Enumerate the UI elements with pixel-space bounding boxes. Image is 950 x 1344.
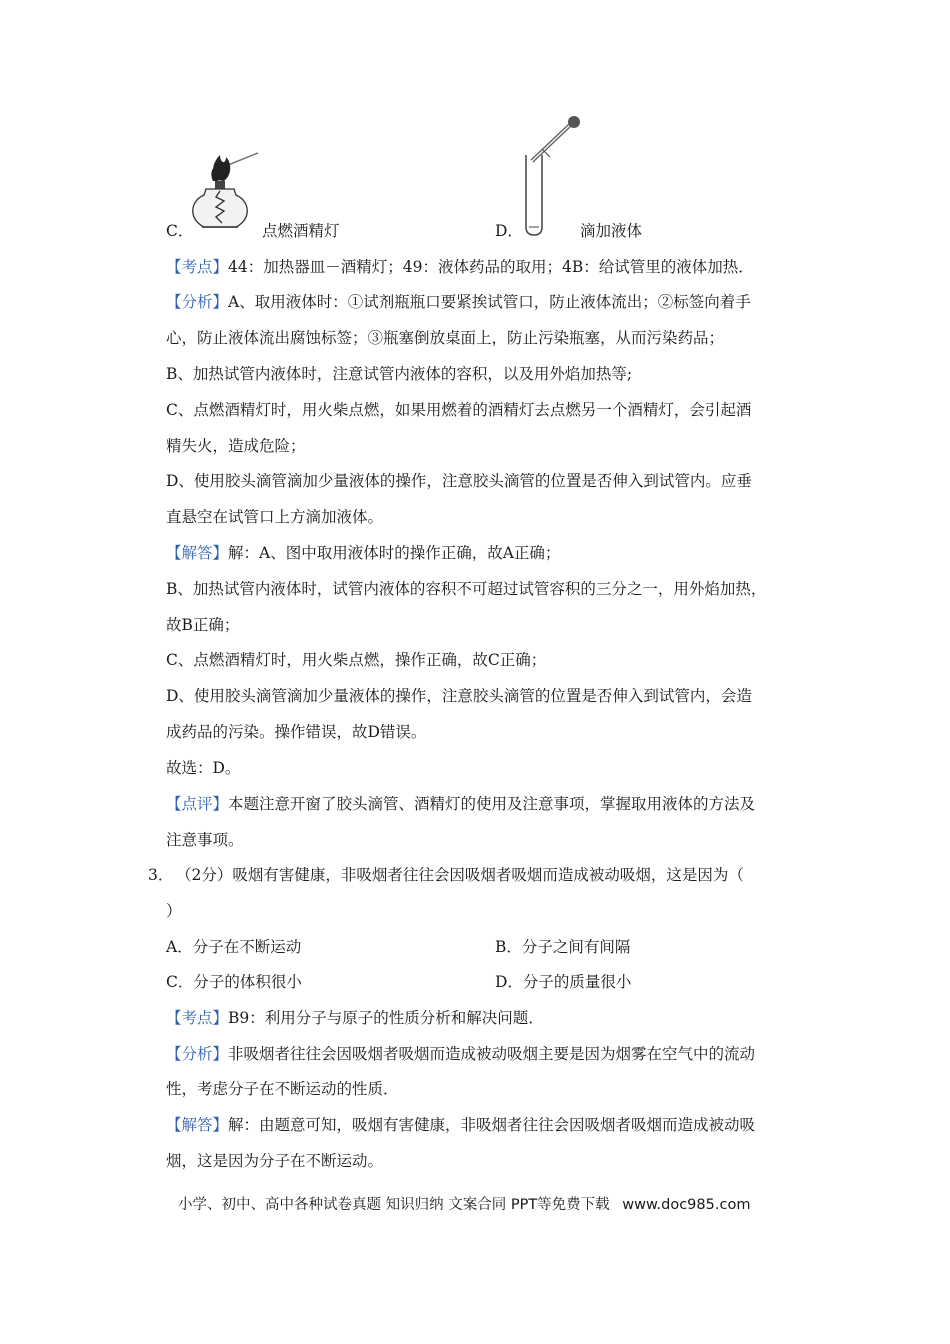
q2-fenxi-line-3: B、加热试管内液体时，注意试管内液体的容积，以及用外焰加热等; (166, 365, 633, 383)
q3-fenxi-line-2: 性，考虑分子在不断运动的性质． (166, 1080, 399, 1098)
q2-jieda-line-1 (166, 541, 560, 563)
figure-d-caption: 滴加液体 (580, 222, 643, 240)
q3-jieda-line-2: 烟，这是因为分子在不断运动。 (166, 1152, 384, 1170)
q3-option-a: A．分子在不断运动 (166, 938, 302, 956)
q2-fenxi-line-6: D、使用胶头滴管滴加少量液体的操作，注意胶头滴管的位置是否伸入到试管内。应垂 (166, 472, 752, 490)
dianping-text: 本题注意开窗了胶头滴管、酒精灯的使用及注意事项，掌握取用液体的方法及 (228, 795, 756, 813)
option-c-letter: C． (166, 222, 194, 240)
figure-c-caption: 点燃酒精灯 (262, 222, 340, 240)
q2-dianping-line-2: 注意事项。 (166, 831, 244, 849)
fenxi-text: A、取用液体时：①试剂瓶瓶口要紧挨试管口，防止液体流出；②标签向着手 (228, 293, 751, 311)
q2-jieda-line-2: B、加热试管内液体时，试管内液体的容积不可超过试管容积的三分之一，用外焰加热， (166, 580, 767, 598)
q2-fenxi-line-7: 直悬空在试管口上方滴加液体。 (166, 508, 384, 526)
q3-option-b: B．分子之间有间隔 (495, 938, 631, 956)
page-footer (178, 1193, 750, 1214)
q2-jieda-line-7: 故选：D。 (166, 759, 241, 777)
option-d-letter: D． (495, 222, 523, 240)
q2-jieda-line-6: 成药品的污染。操作错误，故D错误。 (166, 723, 427, 741)
q3-stem-line-1: （2分）吸烟有害健康，非吸烟者往往会因吸烟者吸烟而造成被动吸烟，这是因为（ (176, 866, 744, 884)
jieda-text: 解：由题意可知，吸烟有害健康，非吸烟者往往会因吸烟者吸烟而造成被动吸 (228, 1116, 756, 1134)
q2-fenxi-line-4: C、点燃酒精灯时，用火柴点燃，如果用燃着的酒精灯去点燃另一个酒精灯，会引起酒 (166, 401, 752, 419)
q2-jieda-line-5: D、使用胶头滴管滴加少量液体的操作，注意胶头滴管的位置是否伸入到试管内，会造 (166, 687, 752, 705)
jieda-text: 解：A、图中取用液体时的操作正确，故A正确； (228, 544, 561, 562)
kaodian-text: 44：加热器皿－酒精灯；49：液体药品的取用；4B：给试管里的液体加热． (228, 258, 754, 276)
q2-fenxi-line-5: 精失火，造成危险； (166, 437, 306, 455)
q3-option-c: C．分子的体积很小 (166, 973, 302, 991)
q2-jieda-line-3: 故B正确； (166, 616, 240, 634)
dianping-tag: 【点评】 (166, 795, 229, 813)
q3-jieda-line-1 (166, 1113, 755, 1135)
kaodian-tag: 【考点】 (166, 258, 229, 276)
jieda-tag: 【解答】 (166, 1116, 229, 1134)
q2-fenxi-line-2: 心，防止液体流出腐蚀标签；③瓶塞倒放桌面上，防止污染瓶塞，从而污染药品； (166, 329, 725, 347)
fenxi-tag: 【分析】 (166, 1045, 229, 1063)
q2-kaodian (166, 255, 754, 277)
footer-text: 小学、初中、高中各种试卷真题 知识归纳 文案合同 PPT等免费下载 (178, 1197, 610, 1213)
footer-url[interactable]: www.doc985.com (622, 1197, 751, 1213)
q2-jieda-line-4: C、点燃酒精灯时，用火柴点燃，操作正确，故C正确； (166, 651, 547, 669)
q3-stem-line-2: ） (166, 902, 182, 920)
q3-fenxi-line-1 (166, 1042, 755, 1064)
q2-fenxi-line-1 (166, 290, 751, 312)
fenxi-text: 非吸烟者往往会因吸烟者吸烟而造成被动吸烟主要是因为烟雾在空气中的流动 (228, 1045, 756, 1063)
jieda-tag: 【解答】 (166, 544, 229, 562)
q2-dianping-line-1 (166, 792, 755, 814)
kaodian-tag: 【考点】 (166, 1009, 229, 1027)
q3-kaodian (166, 1006, 544, 1028)
fenxi-tag: 【分析】 (166, 293, 229, 311)
q3-number: 3． (148, 866, 174, 884)
kaodian-text: B9：利用分子与原子的性质分析和解决问题． (228, 1009, 544, 1027)
q3-option-d: D．分子的质量很小 (495, 973, 632, 991)
